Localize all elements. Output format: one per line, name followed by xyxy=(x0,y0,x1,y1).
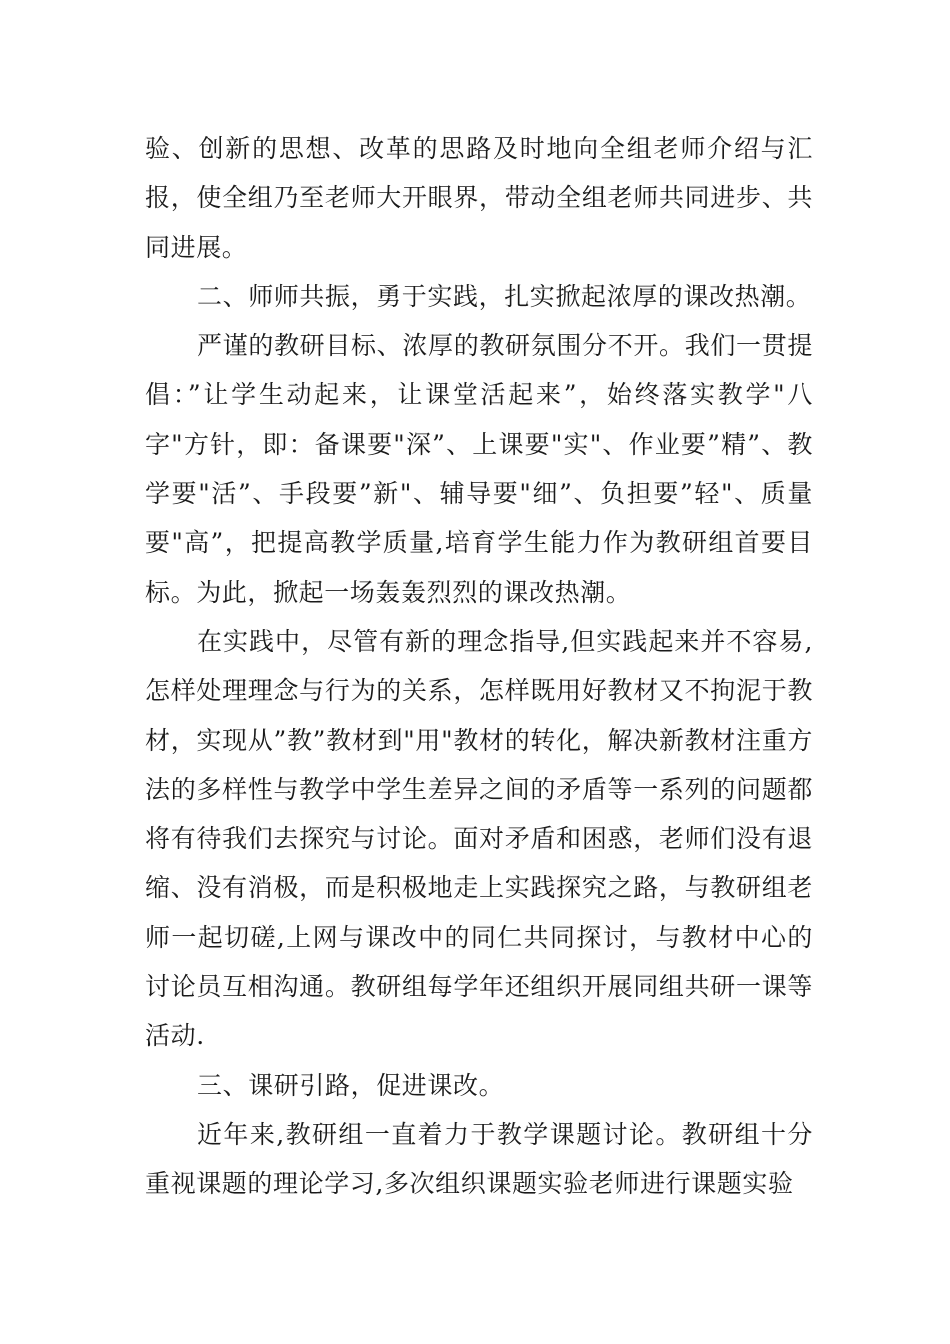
paragraph-practice: 在实践中，尽管有新的理念指导,但实践起来并不容易,怎样处理理念与行为的关系，怎样既用好教材又不拘泥于教材，实现从”教”教材到"用"教材的转化，解决新教材注重方法的多样性与教学中学生差异之间的矛盾等一系列的问题都将有待我们去探究与讨论。面对矛盾和困惑，老师们没有退缩、没有消极，而是积极地走上实践探究之路，与教研组老师一起切磋,上网与课改中的同仁共同探讨，与教材中心的讨论员互相沟通。教研组每学年还组织开展同组共研一课等活动. xyxy=(145,626,813,1051)
paragraph-teaching-goals: 严谨的教研目标、浓厚的教研氛围分不开。我们一贯提倡：”让学生动起来，让课堂活起来”，始终落实教学"八字"方针，即：备课要"深”、上课要"实"、作业要”精”、教学要"活”、手段要”新"、辅导要"细”、负担要”轻"、质量要"高”，把提高教学质量,培育学生能力作为教研组首要目标。为此，掀起一场轰轰烈烈的课改热潮。 xyxy=(145,331,813,607)
section-heading-2: 二、师师共振，勇于实践，扎实掀起浓厚的课改热潮。 xyxy=(197,281,812,311)
paragraph-continued: 验、创新的思想、改革的思路及时地向全组老师介绍与汇报，使全组乃至老师大开眼界，带动全组老师共同进步、共同进展。 xyxy=(145,134,813,262)
section-heading-3: 三、课研引路，促进课改。 xyxy=(197,1070,505,1100)
document-body xyxy=(145,124,813,1209)
paragraph-research: 近年来,教研组一直着力于教学课题讨论。教研组十分重视课题的理论学习,多次组织课题实验老师进行课题实验 xyxy=(145,1119,813,1199)
